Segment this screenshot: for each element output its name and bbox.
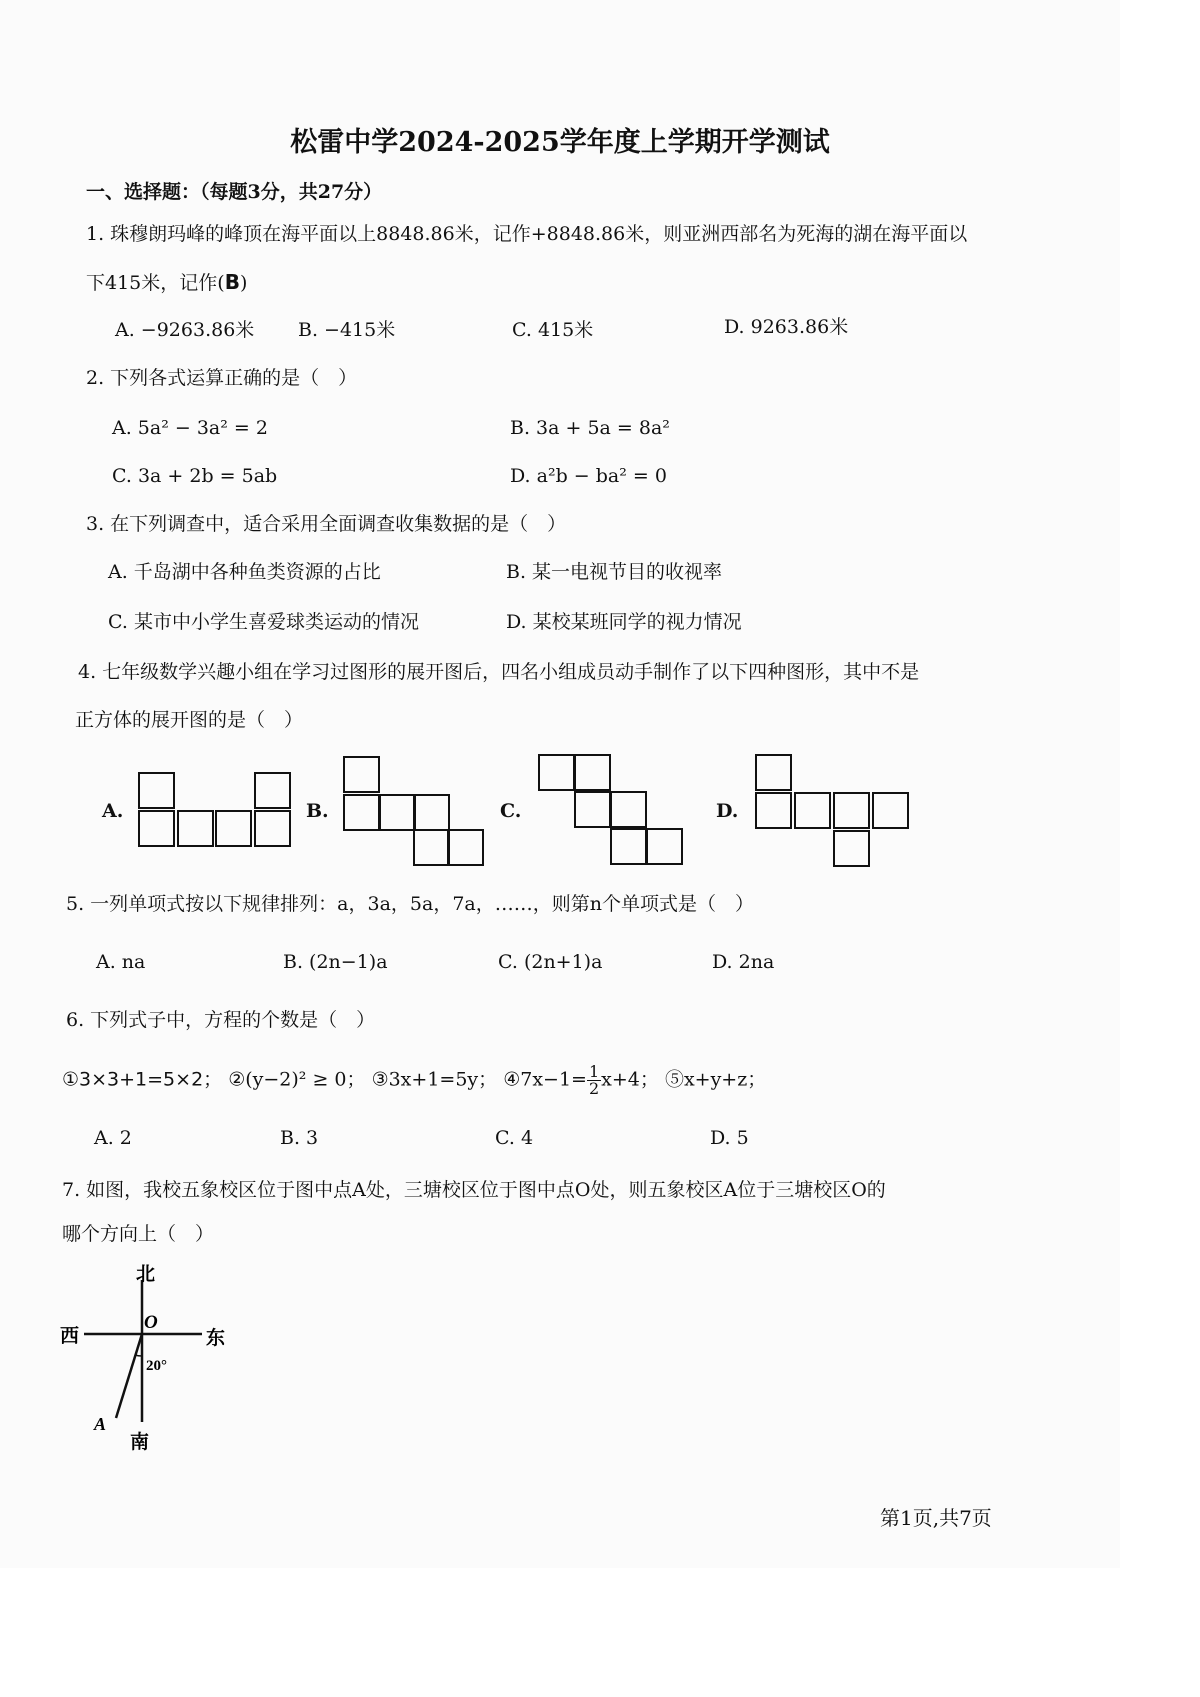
q7-compass-figure [50,1258,250,1458]
q4-stem-line1: 4. 七年级数学兴趣小组在学习过图形的展开图后，四名小组成员动手制作了以下四种图形，其中不是 [78,661,920,683]
exam-title: 松雷中学2024-2025学年度上学期开学测试 [290,127,830,158]
fraction-numerator: 1 [588,1062,600,1081]
q4-label-b: B. [306,800,329,822]
west-label: 西 [60,1326,80,1347]
q1-stem-pre: 下415米，记作( [86,272,225,294]
q1-stem-post: ) [239,272,248,294]
q6-eq-4-fraction [587,1064,601,1097]
q6-stem: 6. 下列式子中，方程的个数是（ ） [66,1009,376,1031]
q2-option-c: C. 3a + 2b = 5ab [112,465,278,487]
q4-label-d: D. [716,800,739,822]
q2-option-a: A. 5a² − 3a² = 2 [112,417,268,439]
q5-option-d: D. 2na [712,951,775,973]
q6-equation-list [62,1064,766,1097]
q1-stem-line1: 1. 珠穆朗玛峰的峰顶在海平面以上8848.86米，记作+8848.86米，则亚洲西部名为死海的湖在海平面以 [86,223,968,245]
q4-stem-line2: 正方体的展开图的是（ ） [75,709,304,731]
q1-handwritten-answer: B [224,270,240,294]
q6-eq-4-post: x+4； [601,1068,659,1091]
angle-label: 20° [146,1358,167,1374]
q3-option-c: C. 某市中小学生喜爱球类运动的情况 [108,611,419,633]
q2-option-d: D. a²b − ba² = 0 [510,465,667,487]
q6-eq-2: ②(y−2)² ≥ 0； [228,1068,366,1091]
ray-to-a [116,1334,142,1418]
q6-option-a: A. 2 [94,1127,132,1149]
q4-label-c: C. [500,800,522,822]
q3-stem: 3. 在下列调查中，适合采用全面调查收集数据的是（ ） [86,513,567,535]
point-a-label: A [94,1414,107,1434]
q3-option-b: B. 某一电视节目的收视率 [506,561,723,583]
q5-option-a: A. na [96,951,146,973]
q4-label-a: A. [102,800,124,822]
q1-option-a: A. −9263.86米 [115,319,255,341]
q1-option-c: C. 415米 [512,319,594,341]
q6-option-c: C. 4 [495,1127,534,1149]
q2-option-b: B. 3a + 5a = 8a² [510,417,670,439]
origin-label: O [144,1312,158,1333]
south-label: 南 [130,1432,150,1453]
q6-eq-3: ③3x+1=5y； [371,1068,498,1091]
q1-stem-line2 [86,270,247,295]
fraction-denominator: 2 [588,1079,600,1098]
east-label: 东 [206,1328,226,1349]
q6-eq-5: ⑤x+y+z； [664,1068,767,1091]
section-heading: 一、选择题：（每题3分，共27分） [86,181,383,203]
q6-eq-1: ①3×3+1=5×2； [62,1068,223,1091]
q5-option-c: C. (2n+1)a [498,951,603,973]
q3-option-d: D. 某校某班同学的视力情况 [506,611,742,633]
q6-option-d: D. 5 [710,1127,749,1149]
q7-stem-line1: 7. 如图，我校五象校区位于图中点A处，三塘校区位于图中点O处，则五象校区A位于三塘校区O的 [62,1179,886,1201]
q5-stem: 5. 一列单项式按以下规律排列：a，3a，5a，7a，……，则第n个单项式是（ ） [66,893,754,915]
north-label: 北 [136,1264,156,1285]
q5-option-b: B. (2n−1)a [283,951,388,973]
page-footer: 第1页,共7页 [880,1506,992,1530]
q1-option-d: D. 9263.86米 [724,316,849,338]
q6-eq-4-pre: ④7x−1= [503,1068,587,1091]
q2-stem: 2. 下列各式运算正确的是（ ） [86,367,358,389]
q1-option-b: B. −415米 [298,319,396,341]
q6-option-b: B. 3 [280,1127,319,1149]
q7-stem-line2: 哪个方向上（ ） [62,1223,215,1245]
q3-option-a: A. 千岛湖中各种鱼类资源的占比 [108,561,381,583]
